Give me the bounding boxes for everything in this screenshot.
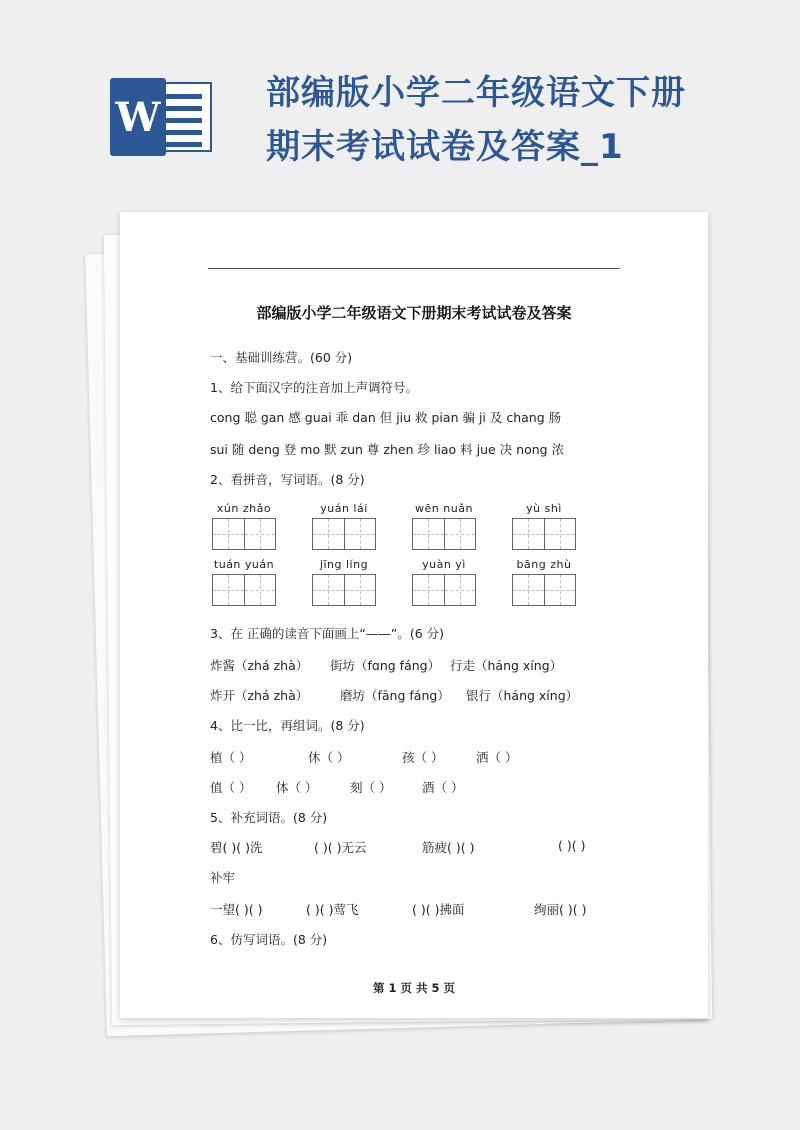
- question-4: 4、比一比，再组词。(8 分): [210, 718, 365, 733]
- pinyin-label: tuán yuán: [213, 558, 275, 571]
- word-badge: W: [110, 78, 166, 156]
- q5-continued: 补牢: [210, 870, 236, 885]
- q3-item: 炸酱（zhá zhà）: [210, 658, 309, 673]
- header-rule: [208, 268, 620, 269]
- q3-item: 街坊（fɑng fáng）: [330, 658, 441, 673]
- question-3: 3、在 正确的读音下面画上“——”。(6 分): [210, 626, 445, 641]
- q5-item: ( )( ): [558, 838, 586, 853]
- q3-item: 银行（háng xíng）: [466, 688, 579, 703]
- writing-grid[interactable]: [512, 518, 576, 550]
- writing-grid[interactable]: [212, 574, 276, 606]
- question-5: 5、补充词语。(8 分): [210, 810, 328, 825]
- q5-item: ( )( )无云: [314, 840, 367, 855]
- writing-grid[interactable]: [212, 518, 276, 550]
- q1-line-2: sui 随 deng 登 mo 默 zun 尊 zhen 珍 liao 料 jue 决 nong 浓: [210, 442, 565, 457]
- q5-item: 筋疲( )( ): [422, 840, 475, 855]
- q5-item: 一望( )( ): [210, 902, 263, 917]
- section-heading: 一、基础训练营。(60 分): [210, 350, 353, 365]
- q4-item: 酒（ ）: [422, 780, 464, 795]
- q4-item: 洒（ ）: [476, 750, 518, 765]
- pinyin-label: xún zhǎo: [216, 502, 272, 515]
- q1-line-1: cong 聪 gan 感 guai 乖 dan 但 jiu 救 pian 骗 ji 及 chang 肠: [210, 410, 562, 425]
- document-title: 部编版小学二年级语文下册期末考试试卷及答案: [256, 304, 572, 322]
- writing-grid[interactable]: [412, 518, 476, 550]
- question-2: 2、看拼音，写词语。(8 分): [210, 472, 365, 487]
- q4-item: 刻（ ）: [350, 780, 392, 795]
- pinyin-label: bāng zhù: [516, 558, 572, 571]
- writing-grid[interactable]: [412, 574, 476, 606]
- pinyin-label: wēn nuǎn: [415, 502, 473, 515]
- q4-item: 体（ ）: [276, 780, 318, 795]
- writing-grid[interactable]: [312, 574, 376, 606]
- q5-item: ( )( )莺飞: [306, 902, 359, 917]
- pinyin-label: yuàn yì: [422, 558, 466, 571]
- q5-item: ( )( )拂面: [412, 902, 465, 917]
- q4-item: 休（ ）: [308, 750, 350, 765]
- q3-item: 磨坊（fāng fáng）: [340, 688, 450, 703]
- page-title: 部编版小学二年级语文下册期末考试试卷及答案_1: [266, 73, 686, 167]
- q5-item: 碧( )( )洗: [210, 840, 263, 855]
- question-6: 6、仿写词语。(8 分): [210, 932, 328, 947]
- q4-item: 值（ ）: [210, 780, 252, 795]
- page-number: 第 1 页 共 5 页: [372, 981, 456, 995]
- writing-grid[interactable]: [512, 574, 576, 606]
- question-1: 1、给下面汉字的注音加上声调符号。: [210, 380, 418, 395]
- writing-grid[interactable]: [312, 518, 376, 550]
- pinyin-label: yuán lái: [320, 502, 368, 515]
- q3-item: 行走（háng xíng）: [450, 658, 563, 673]
- q4-item: 孩（ ）: [402, 750, 444, 765]
- pinyin-label: yù shì: [526, 502, 562, 515]
- q3-item: 炸开（zhá zhà）: [210, 688, 309, 703]
- word-logo-icon: [110, 78, 214, 156]
- q5-item: 绚丽( )( ): [534, 902, 587, 917]
- document-page: [120, 212, 708, 1018]
- q4-item: 植（ ）: [210, 750, 252, 765]
- pinyin-label: jīng líng: [319, 558, 369, 571]
